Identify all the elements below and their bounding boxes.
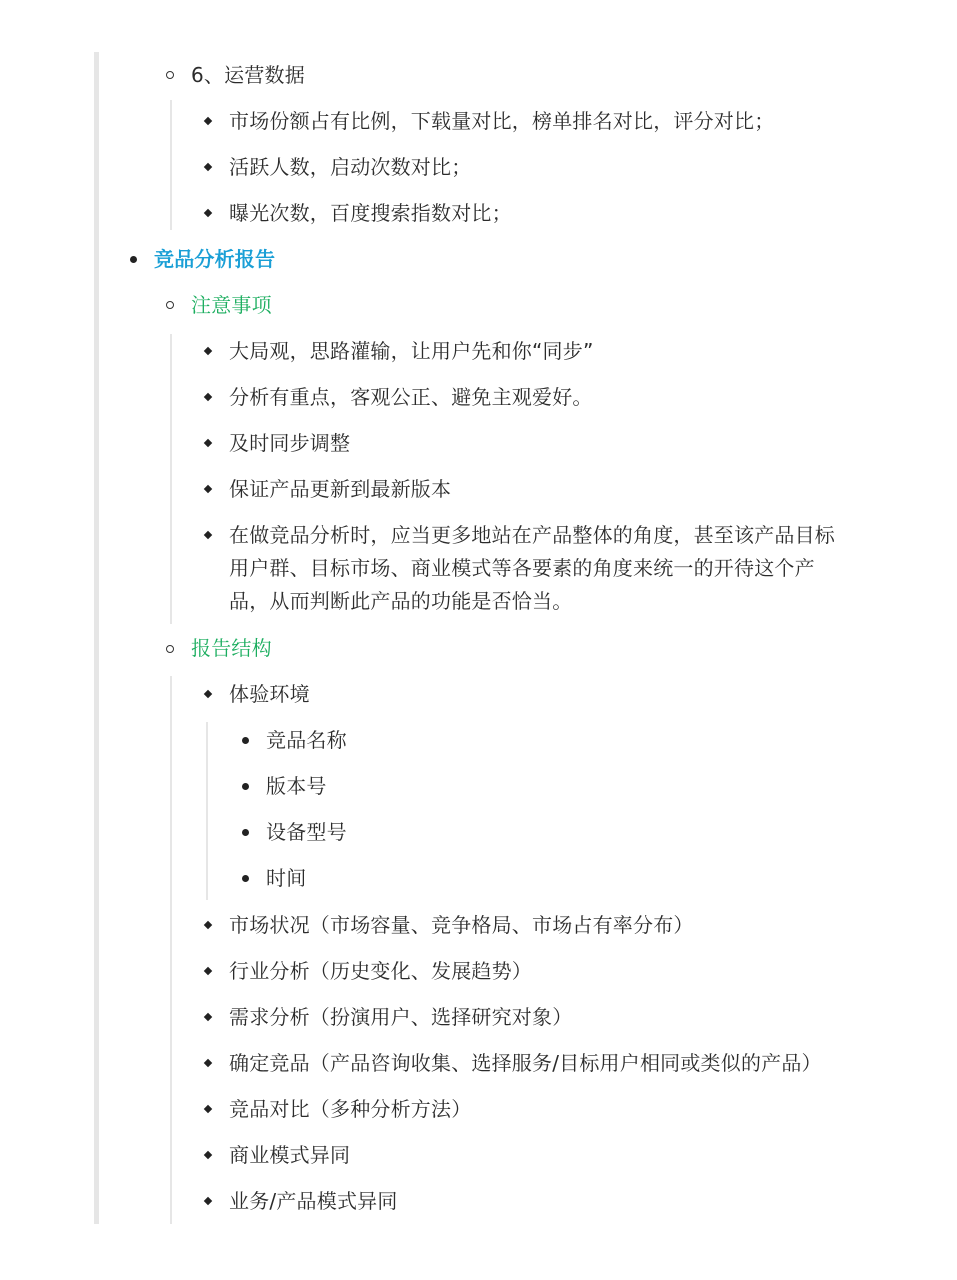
diamond-bullet-icon	[204, 209, 212, 217]
outer-guide-line	[94, 52, 99, 1224]
diamond-bullet-icon	[204, 439, 212, 447]
sub-list-item: 版本号	[266, 774, 327, 798]
list-item: 业务/产品模式异同	[229, 1189, 398, 1213]
list-item: 市场份额占有比例，下载量对比，榜单排名对比，评分对比；	[229, 109, 775, 133]
diamond-bullet-icon	[204, 347, 212, 355]
list-item: 确定竞品（产品咨询收集、选择服务/目标用户相同或类似的产品）	[229, 1051, 822, 1075]
sub-list-item: 时间	[266, 866, 307, 890]
diamond-bullet-icon	[204, 1151, 212, 1159]
sub-list-item: 设备型号	[266, 820, 347, 844]
list-item: 体验环境	[229, 682, 310, 706]
diamond-bullet-icon	[204, 921, 212, 929]
list-item: 大局观，思路灌输，让用户先和你“同步”	[229, 339, 594, 363]
structure-guide-line	[170, 676, 172, 1224]
list-item: 曝光次数，百度搜索指数对比；	[229, 201, 512, 225]
circle-bullet-icon	[166, 301, 174, 309]
diamond-bullet-icon	[204, 117, 212, 125]
list-item: 需求分析（扮演用户、选择研究对象）	[229, 1005, 573, 1029]
circle-bullet-icon	[166, 645, 174, 653]
diamond-bullet-icon	[204, 393, 212, 401]
diamond-bullet-icon	[204, 1013, 212, 1021]
disc-bullet-icon	[242, 875, 249, 882]
diamond-bullet-icon	[204, 1059, 212, 1067]
sub-list-item: 竞品名称	[266, 728, 347, 752]
diamond-bullet-icon	[204, 1105, 212, 1113]
disc-bullet-icon	[130, 256, 137, 263]
list-item: 保证产品更新到最新版本	[229, 477, 452, 501]
diamond-bullet-icon	[204, 967, 212, 975]
disc-bullet-icon	[242, 783, 249, 790]
diamond-bullet-icon	[204, 1197, 212, 1205]
list-item-line: 在做竞品分析时，应当更多地站在产品整体的角度，甚至该产品目标	[229, 523, 835, 547]
disc-bullet-icon	[242, 737, 249, 744]
diamond-bullet-icon	[204, 485, 212, 493]
list-item-line: 品，从而判断此产品的功能是否恰当。	[229, 589, 573, 613]
diamond-bullet-icon	[204, 531, 212, 539]
notes-heading: 注意事项	[191, 293, 272, 317]
list-item: 市场状况（市场容量、竞争格局、市场占有率分布）	[229, 913, 694, 937]
disc-bullet-icon	[242, 829, 249, 836]
list-item: 及时同步调整	[229, 431, 351, 455]
env-guide-line	[206, 722, 208, 900]
section-heading-operations: 6、运营数据	[191, 63, 305, 87]
list-item: 竞品对比（多种分析方法）	[229, 1097, 472, 1121]
list-item: 活跃人数，启动次数对比；	[229, 155, 472, 179]
list-item: 商业模式异同	[229, 1143, 351, 1167]
list-item: 行业分析（历史变化、发展趋势）	[229, 959, 532, 983]
sec6-guide-line	[170, 100, 172, 230]
notes-guide-line	[170, 334, 172, 624]
structure-heading: 报告结构	[191, 636, 272, 660]
list-item: 分析有重点，客观公正、避免主观爱好。	[229, 385, 593, 409]
circle-bullet-icon	[166, 71, 174, 79]
diamond-bullet-icon	[204, 690, 212, 698]
report-heading: 竞品分析报告	[154, 247, 276, 271]
list-item-line: 用户群、目标市场、商业模式等各要素的角度来统一的开待这个产	[229, 556, 815, 580]
diamond-bullet-icon	[204, 163, 212, 171]
